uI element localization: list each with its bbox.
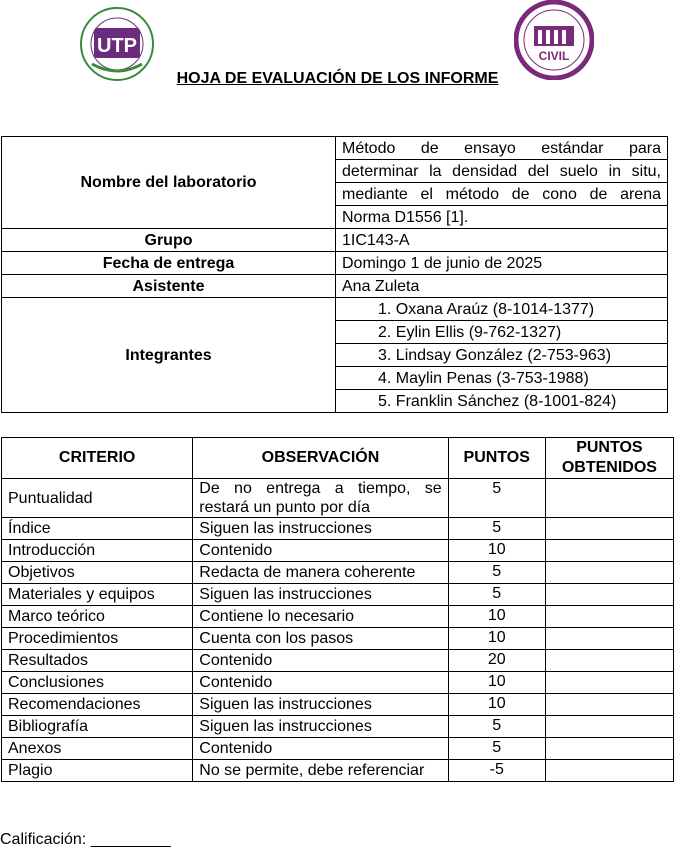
- points-cell: 10: [448, 694, 545, 716]
- observation-cell: [193, 628, 448, 650]
- observation-line: Siguen las instrucciones: [199, 718, 372, 735]
- observation-line: Contenido: [199, 542, 273, 559]
- header-observation: OBSERVACIÓN: [193, 438, 448, 479]
- criterion-cell: Bibliografía: [2, 716, 193, 738]
- points-obtained-cell[interactable]: [545, 584, 673, 606]
- criterion-cell: Procedimientos: [2, 628, 193, 650]
- lab-name-line: Método de ensayo estándar para: [336, 137, 668, 160]
- points-obtained-cell[interactable]: [545, 672, 673, 694]
- lab-name-line: Norma D1556 [1].: [336, 206, 668, 229]
- header-points-obtained: PUNTOS OBTENIDOS: [545, 438, 673, 479]
- criteria-row: [2, 694, 674, 716]
- lab-info-table: [1, 136, 668, 413]
- criteria-row: [2, 716, 674, 738]
- criteria-row: [2, 672, 674, 694]
- observation-cell: [193, 584, 448, 606]
- observation-line: Contenido: [199, 674, 273, 691]
- points-obtained-cell[interactable]: [545, 606, 673, 628]
- criterion-cell: Resultados: [2, 650, 193, 672]
- lab-name-label: Nombre del laboratorio: [2, 137, 336, 229]
- criteria-table: [1, 437, 674, 782]
- lab-name-line: mediante el método de cono de arena: [336, 183, 668, 206]
- points-obtained-cell[interactable]: [545, 628, 673, 650]
- criteria-row: [2, 479, 674, 518]
- observation-cell: [193, 738, 448, 760]
- criteria-row: [2, 628, 674, 650]
- observation-line: Redacta de manera coherente: [199, 564, 416, 581]
- observation-line: Siguen las instrucciones: [199, 520, 372, 537]
- header-criterion: CRITERIO: [2, 438, 193, 479]
- points-cell: 5: [448, 584, 545, 606]
- date-value: Domingo 1 de junio de 2025: [336, 252, 668, 275]
- criterion-cell: Objetivos: [2, 562, 193, 584]
- observation-cell: [193, 760, 448, 782]
- observation-cell: [193, 672, 448, 694]
- civil-logo-text: CIVIL: [538, 49, 570, 63]
- points-cell: 20: [448, 650, 545, 672]
- points-obtained-cell[interactable]: [545, 694, 673, 716]
- members-label: Integrantes: [2, 298, 336, 413]
- points-obtained-cell[interactable]: [545, 738, 673, 760]
- observation-line: Cuenta con los pasos: [199, 630, 354, 647]
- observation-line: No se permite, debe referenciar: [199, 762, 425, 779]
- observation-cell: [193, 606, 448, 628]
- criterion-cell: Materiales y equipos: [2, 584, 193, 606]
- observation-cell: [193, 562, 448, 584]
- criteria-row: [2, 584, 674, 606]
- criterion-cell: Recomendaciones: [2, 694, 193, 716]
- observation-line: Contiene lo necesario: [199, 608, 355, 625]
- criteria-row: [2, 650, 674, 672]
- observation-line: De no entrega a tiempo, se: [199, 480, 442, 497]
- member-item: 2. Eylin Ellis (9-762-1327): [336, 321, 668, 344]
- observation-cell: [193, 518, 448, 540]
- criterion-cell: Marco teórico: [2, 606, 193, 628]
- member-item: 4. Maylin Penas (3-753-1988): [336, 367, 668, 390]
- group-value: 1IC143-A: [336, 229, 668, 252]
- observation-cell: [193, 479, 448, 518]
- observation-cell: [193, 540, 448, 562]
- points-obtained-cell[interactable]: [545, 716, 673, 738]
- observation-cell: [193, 694, 448, 716]
- criterion-cell: Anexos: [2, 738, 193, 760]
- assistant-value: Ana Zuleta: [336, 275, 668, 298]
- utp-logo-text: UTP: [97, 35, 137, 57]
- observation-line: Contenido: [199, 652, 273, 669]
- criteria-row: [2, 738, 674, 760]
- observation-line: Contenido: [199, 740, 273, 757]
- points-cell: -5: [448, 760, 545, 782]
- points-cell: 5: [448, 716, 545, 738]
- member-item: 5. Franklin Sánchez (8-1001-824): [336, 390, 668, 413]
- criterion-cell: Puntualidad: [2, 479, 193, 518]
- points-cell: 5: [448, 479, 545, 518]
- criterion-cell: Índice: [2, 518, 193, 540]
- points-cell: 5: [448, 518, 545, 540]
- criteria-row: [2, 540, 674, 562]
- observation-line: Siguen las instrucciones: [199, 586, 372, 603]
- observation-line: restará un punto por día: [199, 499, 371, 516]
- assistant-label: Asistente: [2, 275, 336, 298]
- criterion-cell: Conclusiones: [2, 672, 193, 694]
- date-label: Fecha de entrega: [2, 252, 336, 275]
- points-cell: 5: [448, 562, 545, 584]
- points-obtained-cell[interactable]: [545, 518, 673, 540]
- header-points: PUNTOS: [448, 438, 545, 479]
- points-obtained-cell[interactable]: [545, 562, 673, 584]
- points-cell: 10: [448, 606, 545, 628]
- grade-line: Calificación: _________: [0, 831, 171, 848]
- civil-logo: [514, 0, 594, 80]
- lab-name-line: determinar la densidad del suelo in situ,: [336, 160, 668, 183]
- document-title: HOJA DE EVALUACIÓN DE LOS INFORME: [176, 70, 499, 87]
- criterion-cell: Introducción: [2, 540, 193, 562]
- points-cell: 10: [448, 628, 545, 650]
- points-obtained-cell[interactable]: [545, 760, 673, 782]
- points-cell: 10: [448, 672, 545, 694]
- points-cell: 5: [448, 738, 545, 760]
- member-item: 1. Oxana Araúz (8-1014-1377): [336, 298, 668, 321]
- member-item: 3. Lindsay González (2-753-963): [336, 344, 668, 367]
- observation-cell: [193, 716, 448, 738]
- criteria-row: [2, 760, 674, 782]
- criteria-row: [2, 518, 674, 540]
- criterion-cell: Plagio: [2, 760, 193, 782]
- points-obtained-cell[interactable]: [545, 650, 673, 672]
- group-label: Grupo: [2, 229, 336, 252]
- criteria-row: [2, 562, 674, 584]
- criteria-header-row: [2, 438, 674, 479]
- points-cell: 10: [448, 540, 545, 562]
- points-obtained-cell[interactable]: [545, 540, 673, 562]
- criteria-row: [2, 606, 674, 628]
- observation-line: Siguen las instrucciones: [199, 696, 372, 713]
- observation-cell: [193, 650, 448, 672]
- points-obtained-cell[interactable]: [545, 479, 673, 518]
